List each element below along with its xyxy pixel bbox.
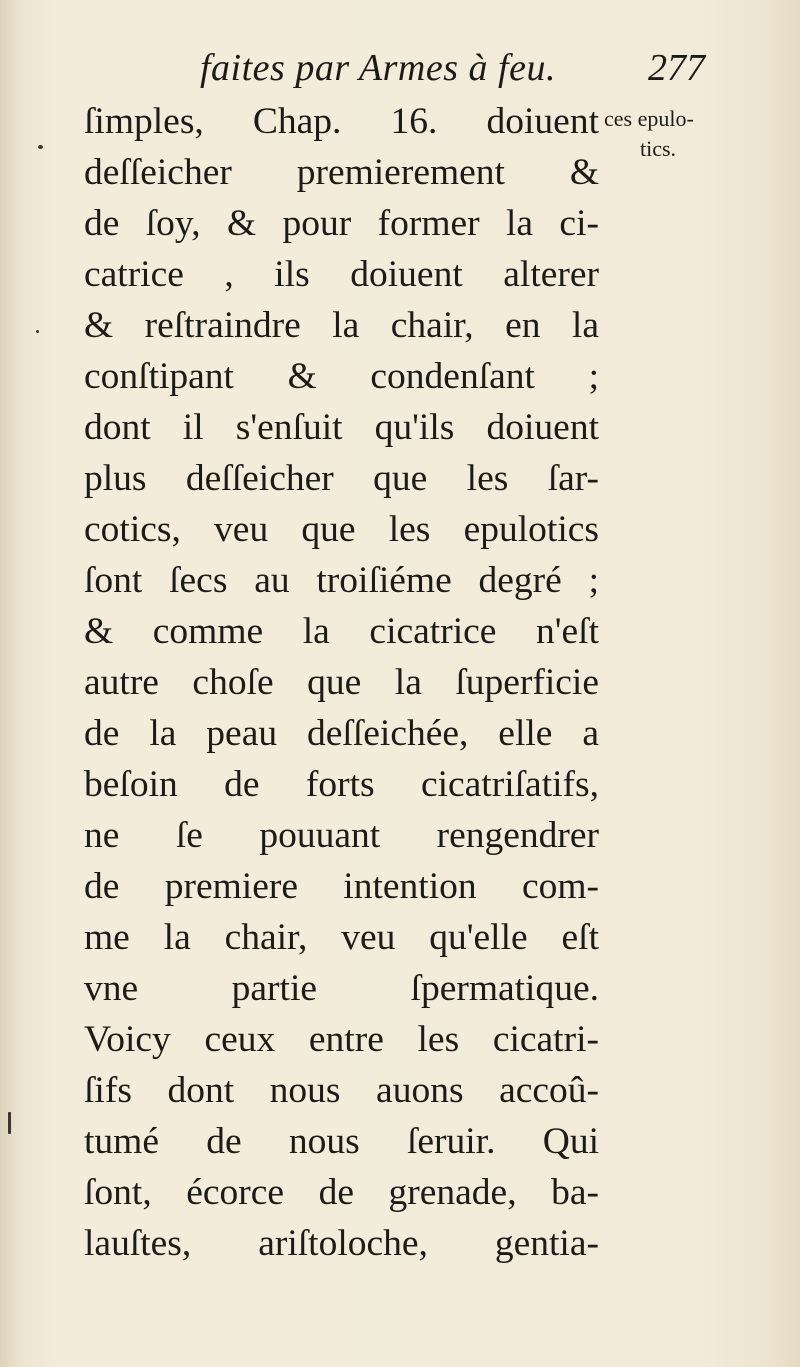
text-line: conſtipant & condenſant ;: [84, 356, 599, 397]
text-line: ne ſe pouuant rengendrer: [84, 815, 599, 856]
ink-speck: [38, 145, 43, 149]
body-text: [84, 96, 599, 1269]
text-line: deſſeicher premierement &: [84, 152, 599, 193]
running-title: faites par Armes à feu.: [200, 47, 556, 89]
text-line: tumé de nous ſeruir. Qui: [84, 1121, 599, 1162]
margin-note-line: ces epulo-: [604, 106, 694, 131]
page-header: [200, 46, 740, 98]
ink-speck: [36, 330, 39, 333]
text-line: cotics, veu que les epulotics: [84, 509, 599, 550]
text-line: ſifs dont nous auons accoû-: [84, 1070, 599, 1111]
text-line: de ſoy, & pour former la ci-: [84, 203, 599, 244]
text-line: Voicy ceux entre les cicatri-: [84, 1019, 599, 1060]
margin-note: [604, 104, 724, 164]
ink-speck: [8, 1112, 11, 1134]
text-line: beſoin de forts cicatriſatifs,: [84, 764, 599, 805]
page-number: 277: [648, 47, 705, 89]
text-line: catrice , ils doiuent alterer: [84, 254, 599, 295]
text-line: autre choſe que la ſuperficie: [84, 662, 599, 703]
text-line: ſont ſecs au troiſiéme degré ;: [84, 560, 599, 601]
margin-note-line: tics.: [640, 136, 677, 161]
text-line: ſont, écorce de grenade, ba-: [84, 1172, 599, 1213]
text-line: de premiere intention com-: [84, 866, 599, 907]
text-line: me la chair, veu qu'elle eſt: [84, 917, 599, 958]
text-line: plus deſſeicher que les ſar-: [84, 458, 599, 499]
text-line: & reſtraindre la chair, en la: [84, 305, 599, 346]
text-line: ſimples, Chap. 16. doiuent: [84, 101, 599, 142]
text-line: lauſtes, ariſtoloche, gentia-: [84, 1223, 599, 1264]
text-line: de la peau deſſeichée, elle a: [84, 713, 599, 754]
text-line: dont il s'enſuit qu'ils doiuent: [84, 407, 599, 448]
text-line: & comme la cicatrice n'eſt: [84, 611, 599, 652]
text-line: vne partie ſpermatique.: [84, 968, 599, 1009]
